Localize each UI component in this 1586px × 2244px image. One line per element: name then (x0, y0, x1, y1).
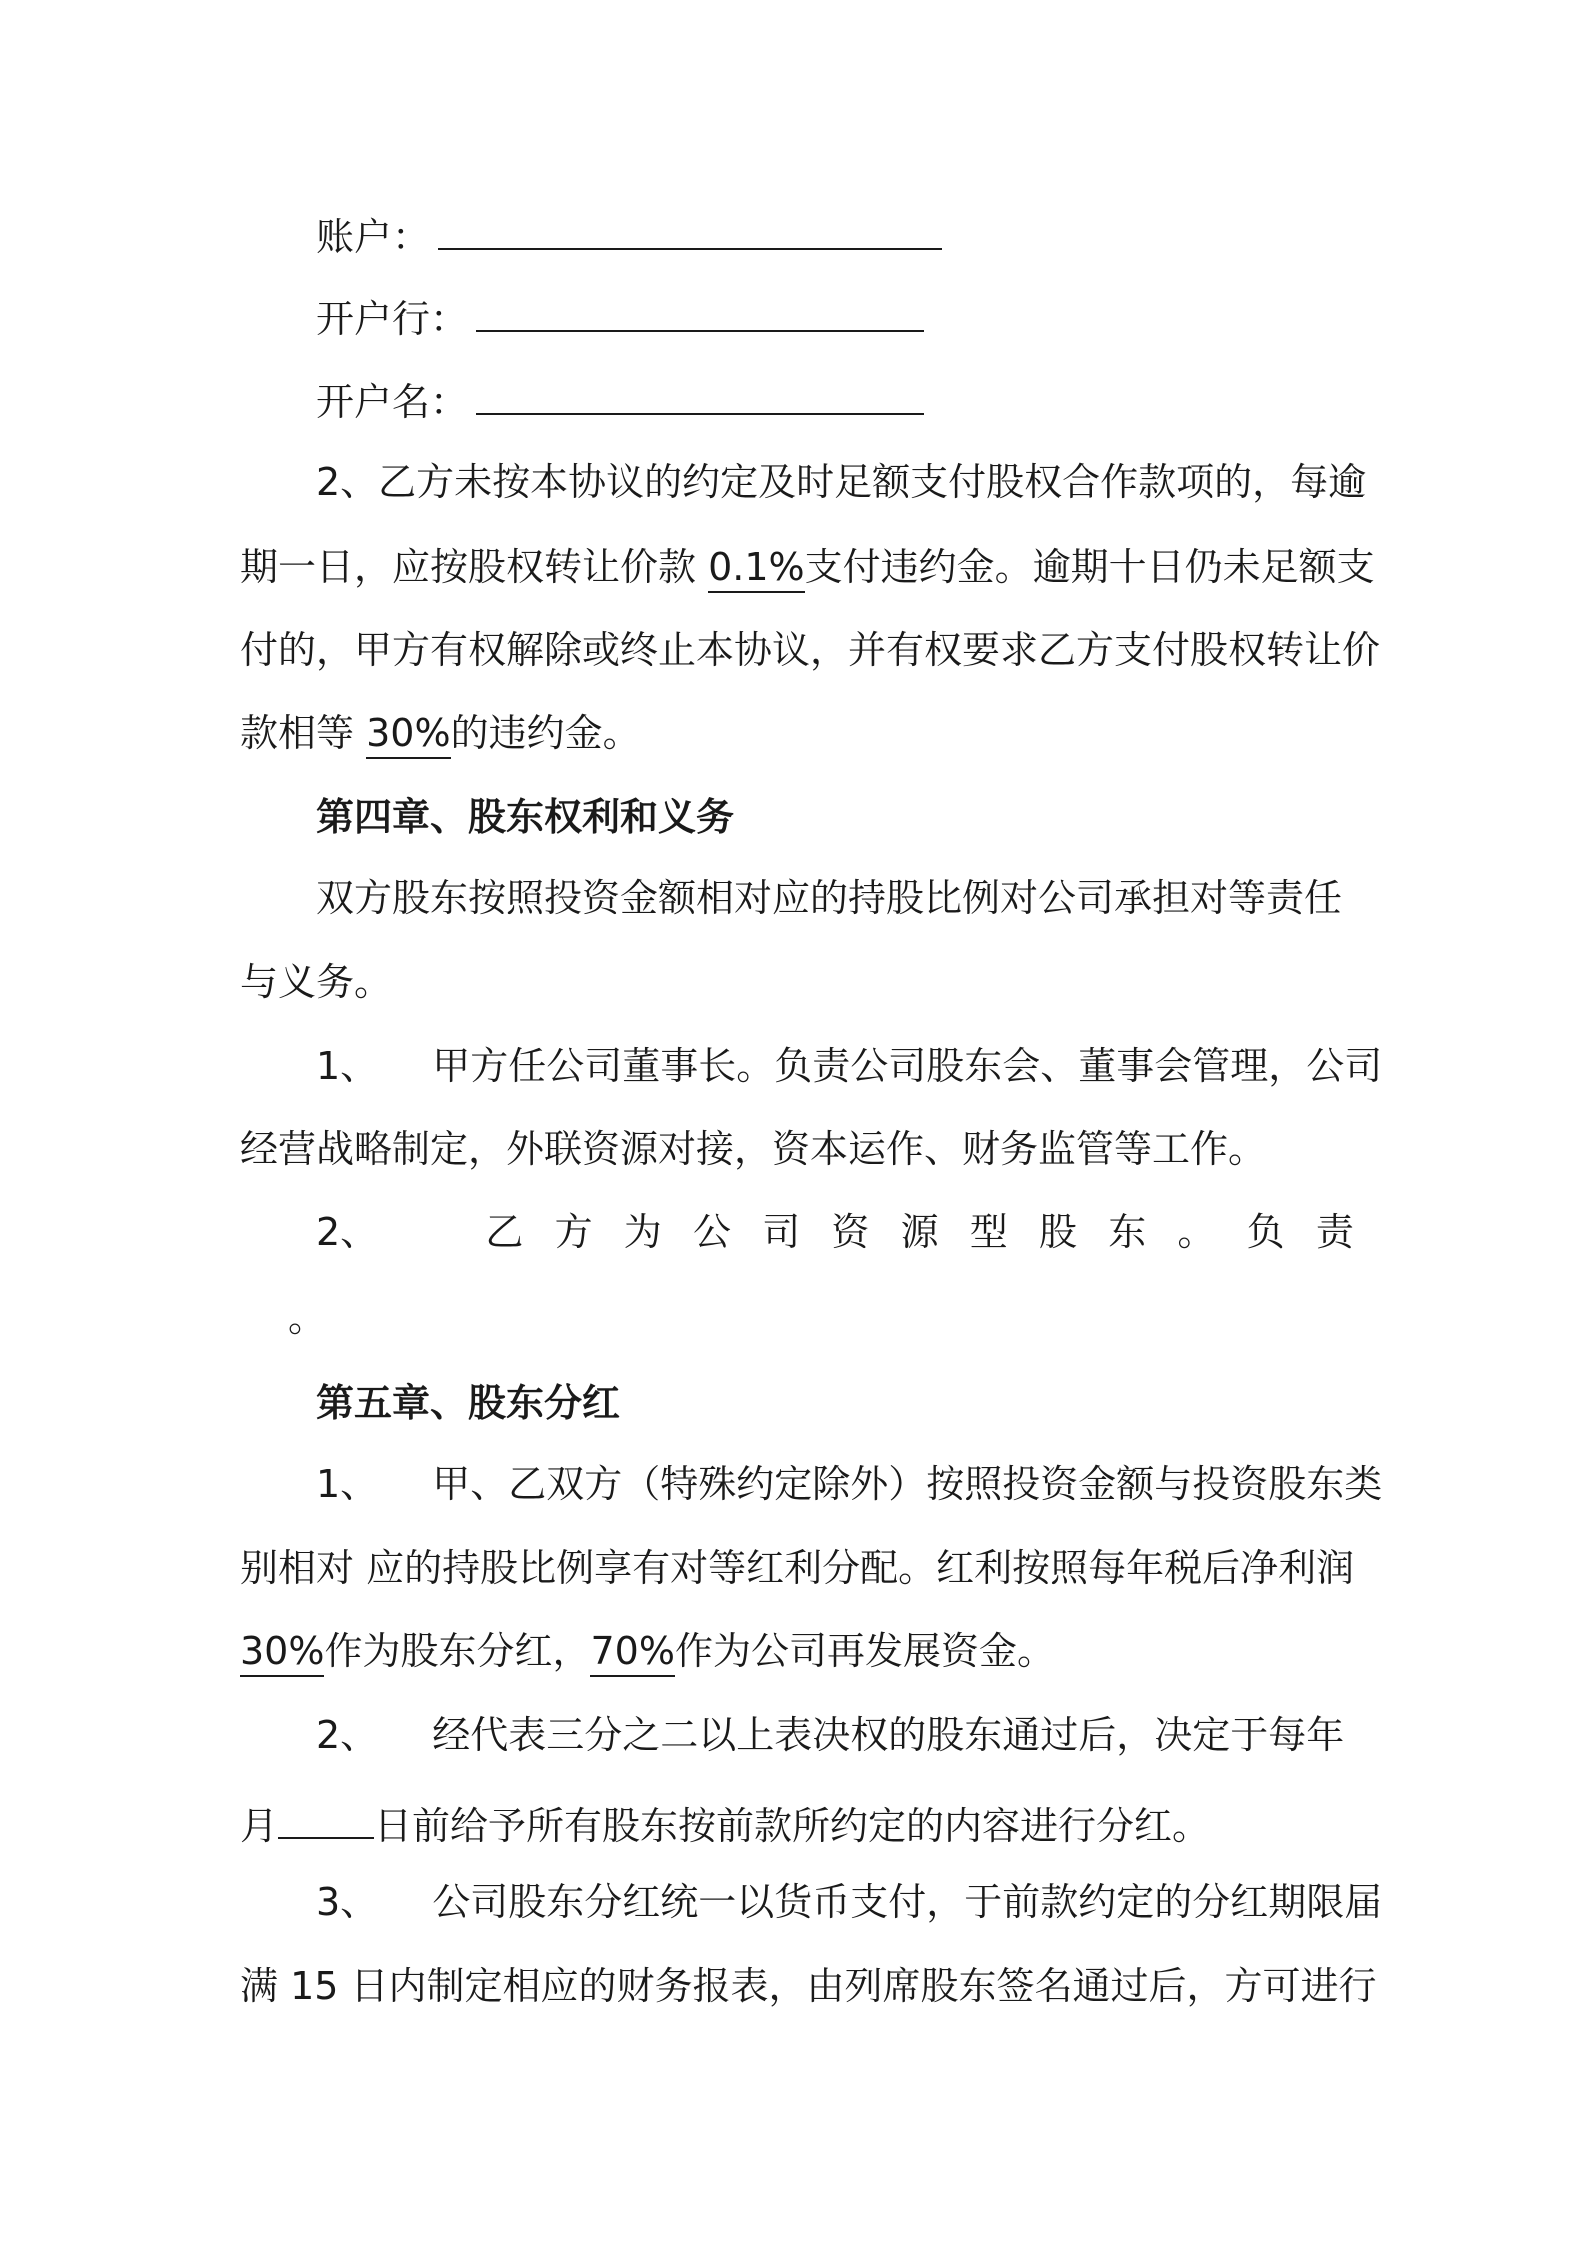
item-number: 2、 (316, 1210, 379, 1254)
bank-field (316, 288, 924, 343)
char: 负 (1246, 1210, 1285, 1254)
dividend-rate: 30% (240, 1629, 324, 1677)
account-name-field (316, 371, 924, 426)
account-name-blank (476, 371, 924, 415)
bank-blank (476, 288, 924, 332)
chapter4-item1-line2: 经营战略制定，外联资源对接，资本运作、财务监管等工作。 (240, 1127, 1267, 1171)
reinvestment-rate: 70% (590, 1629, 674, 1677)
char: 乙 (485, 1210, 524, 1254)
clause2-line1: 2、乙方未按本协议的约定及时足额支付股权合作款项的，每逾 (316, 460, 1367, 504)
account-label: 账户： (316, 215, 431, 259)
account-name-label: 开户名： (316, 380, 469, 424)
item-number: 2、 (316, 1713, 379, 1757)
account-field (316, 206, 942, 261)
item-number: 1、 (316, 1044, 379, 1088)
char: 股 (1039, 1210, 1078, 1254)
char: 方 (554, 1210, 593, 1254)
clause2-line2 (240, 543, 1375, 591)
chapter5-item1-line1 (316, 1460, 1382, 1508)
char: 为 (623, 1210, 662, 1254)
char: 源 (900, 1210, 939, 1254)
clause2-text-a: 期一日，应按股权转让价款 (240, 545, 709, 589)
bank-label: 开户行： (316, 297, 469, 341)
chapter5-item1-line3 (240, 1627, 1055, 1675)
clause2-line4 (240, 709, 641, 757)
char: 资 (831, 1210, 870, 1254)
chapter4-item2-line1 (316, 1208, 1354, 1256)
char: 司 (762, 1210, 801, 1254)
clause2-line3: 付的，甲方有权解除或终止本协议，并有权要求乙方支付股权转让价 (240, 628, 1381, 672)
account-blank (438, 206, 942, 250)
chapter5-item2-line2 (240, 1795, 1210, 1850)
chapter4-intro-line1: 双方股东按照投资金额相对应的持股比例对公司承担对等责任 (316, 876, 1343, 920)
chapter5-item1-text: 甲、乙双方（特殊约定除外）按照投资金额与投资股东类 (432, 1462, 1383, 1506)
month-label: 月 (240, 1804, 279, 1848)
item-number: 1、 (316, 1462, 379, 1506)
item-number: 3、 (316, 1880, 379, 1924)
chapter4-intro-line2: 与义务。 (240, 960, 393, 1004)
chapter5-item1-line2: 别相对 应的持股比例享有对等红利分配。红利按照每年税后净利润 (240, 1546, 1355, 1590)
chapter5-item1-line3-text-b: 作为公司再发展资金。 (674, 1629, 1055, 1673)
clause2-line4-text-a: 款相等 (240, 711, 367, 755)
late-fee-rate: 0.1% (708, 545, 805, 593)
chapter5-item3-text: 公司股东分红统一以货币支付，于前款约定的分红期限届 (432, 1880, 1383, 1924)
char: 东 (1108, 1210, 1147, 1254)
chapter5-item2-line2-text: 日前给予所有股东按前款所约定的内容进行分红。 (374, 1804, 1211, 1848)
chapter4-item2-line2: 。 (288, 1296, 327, 1340)
chapter5-item2-line1 (316, 1711, 1344, 1759)
chapter5-item3-line1 (316, 1878, 1382, 1926)
chapter4-item1-text: 甲方任公司董事长。负责公司股东会、董事会管理，公司 (432, 1044, 1383, 1088)
chapter5-item3-line2: 满 15 日内制定相应的财务报表，由列席股东签名通过后，方可进行 (240, 1964, 1377, 2008)
penalty-rate: 30% (366, 711, 450, 759)
char: 。 (1177, 1210, 1216, 1254)
clause2-text-b: 支付违约金。逾期十日仍未足额支 (804, 545, 1375, 589)
chapter5-item2-text: 经代表三分之二以上表决权的股东通过后，决定于每年 (432, 1713, 1345, 1757)
char: 公 (692, 1210, 731, 1254)
char: 责 (1315, 1210, 1354, 1254)
chapter4-item1-line1 (316, 1042, 1382, 1090)
day-blank (278, 1795, 374, 1839)
clause2-line4-text-b: 的违约金。 (450, 711, 641, 755)
chapter4-title: 第四章、股东权利和义务 (316, 795, 735, 839)
char: 型 (969, 1210, 1008, 1254)
chapter5-item1-line3-text-a: 作为股东分红， (324, 1629, 591, 1673)
chapter5-title: 第五章、股东分红 (316, 1381, 621, 1425)
